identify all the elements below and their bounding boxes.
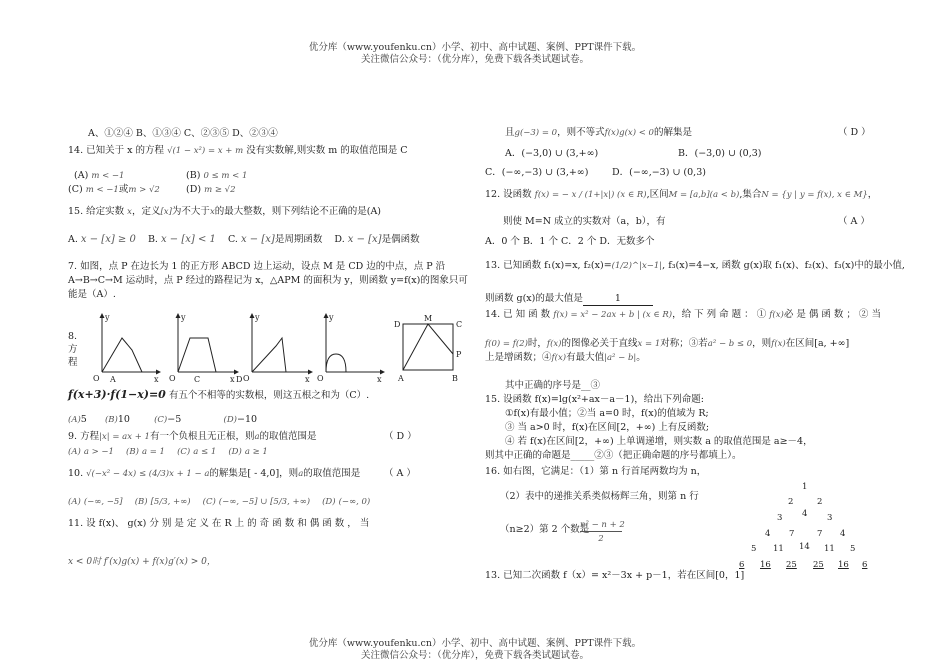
axis-y-label: y (255, 313, 260, 322)
graph-option-a (93, 313, 160, 384)
q14r-line-1: 14. 已 知 函 数 f(x) = x² − 2ax + b | (x ∈ R)，给 下 列 命 题 ： ① f(x)必 是 偶 函 数 ； ② 当 (485, 309, 881, 320)
tri-r5-c3: 14 (799, 542, 810, 552)
q11-option-a: A．(−3,0) ∪ (3,+∞) (505, 148, 599, 159)
q13a-line-1: 13. 已知函数 f₁(x)=x, f₂(x)=(1/2)^|x−1|, f₃(x)=4−x, 函数 g(x)取 f₁(x)、f₂(x)、f₃(x)中的最小值, (485, 260, 905, 271)
q12-options: A．0 个 B．1 个 C．2 个 D．无数多个 (485, 236, 655, 247)
tri-r2-c1: 2 (788, 497, 794, 507)
q10-options: (A) (−∞, −5] (B) [5/3, +∞) (C) (−∞, −5] ∪ [5/3, +∞) (D) (−∞, 0) (68, 497, 371, 507)
graph-option-d (317, 313, 384, 384)
graph-option-b (169, 313, 238, 384)
header-line-1: 优分库（www.youfenku.cn）小学、初中、高中试题、案例、PPT课件下载。 (308, 42, 642, 53)
q10-answer: （ A ） (384, 468, 416, 479)
tri-r1-c1: 1 (802, 482, 808, 492)
origin-label: O (243, 374, 250, 383)
axis-y-label: y (181, 313, 186, 322)
tri-r4-c3: 7 (817, 529, 823, 539)
tri-r4-c4: 4 (840, 529, 846, 539)
graph-d-letter: D (236, 375, 243, 384)
q11-line-2: x < 0时 f′(x)g(x) + f(x)g′(x) > 0， (68, 557, 216, 567)
q11-answer: （ D ） (838, 127, 871, 138)
origin-label: O (317, 374, 324, 383)
tri-r3-c1: 3 (777, 513, 783, 523)
q15r-line-2: ①f(x)有最小值；②当 a=0 时，f(x)的值域为 R; (505, 408, 709, 419)
q14-option-b: (B) 0 ≤ m < 1 (186, 170, 248, 181)
tri-r4-c2: 7 (789, 529, 795, 539)
tri-r5-c4: 11 (824, 544, 835, 554)
tri-r6-c5: 16 (838, 560, 849, 570)
graph-option-c (236, 313, 312, 384)
footer-line-2: 关注微信公众号：（优分库），免费下载各类试题试卷。 (360, 650, 589, 661)
q13a-line-2: 则函数 g(x)的最大值是 1 (485, 293, 653, 306)
vertex-c: C (456, 320, 463, 329)
graph-a-letter: A (110, 375, 116, 384)
q15r-line-4: ④ 若 f(x)在区间[2，+∞) 上单调递增，则实数 a 的取值范围是 a≥－4， (505, 436, 813, 447)
q16-line-1: 16. 如右图，它满足：（1）第 n 行首尾两数均为 n， (485, 466, 707, 477)
q15r-line-3: ③ 当 a>0 时，f(x)在区间[2，+∞) 上有反函数; (505, 422, 710, 433)
q14-option-a: (A) m < −1 (74, 170, 125, 181)
q16-fraction-denominator: 2 (598, 534, 604, 544)
origin-label: O (169, 374, 176, 383)
q15-options: A. x − [x] ≥ 0 B. x − [x] < 1 C. x − [x]是周期函数 D. x − [x]是偶函数 (68, 234, 420, 245)
q11-option-c: C．(−∞,−3) ∪ (3,+∞) (485, 167, 589, 178)
axis-y-label: y (329, 313, 334, 322)
q14r-line-2: f(0) = f(2)时，f(x)的图像必关于直线x = 1对称；③若a² − b ≤ 0，则f(x)在区间[a, +∞] (485, 338, 850, 349)
q8-number: 8. (68, 331, 78, 342)
tri-r6-c6: 6 (862, 560, 868, 570)
vertex-a: A (398, 374, 404, 383)
q9-options: (A) a > −1 (B) a = 1 (C) a ≤ 1 (D) a ≥ 1 (68, 447, 268, 457)
tri-r5-c1: 5 (751, 544, 757, 554)
q12-line-1: 12. 设函数 f(x) = − x / (1+|x|) (x ∈ R),区间M = [a,b](a < b),集合N = {y | y = f(x), x ∈ M}， (485, 189, 878, 200)
q14-text: 14. 已知关于 x 的方程 √(1 − x²) = x + m 没有实数解,则实数 m 的取值范围是 C (68, 145, 408, 156)
tri-r4-c1: 4 (765, 529, 771, 539)
q16-fraction-numerator: n² − n + 2 (580, 520, 625, 530)
q8-options: (A)5 (B)10 (C)−5 (D)−10 (68, 414, 258, 425)
q14-option-d: (D) m ≥ √2 (186, 184, 236, 195)
q16-line-3: （n≥2）第 2 个数是 (500, 524, 590, 535)
tri-r3-c2: 4 (802, 509, 808, 519)
tri-r6-c2: 16 (760, 560, 771, 570)
graph-c-letter: C (194, 375, 201, 384)
q8-word-2: 程 (68, 357, 78, 368)
q8-equation: f(x+3)·f(1−x)=0 (68, 388, 166, 401)
square-abcd-figure (394, 314, 462, 383)
vertex-d: D (394, 320, 401, 329)
tri-r3-c3: 3 (827, 513, 833, 523)
q15-text: 15. 给定实数 x，定义[x]为不大于x的最大整数，则下列结论不正确的是(A) (68, 206, 382, 217)
tri-r5-c2: 11 (773, 544, 784, 554)
q7-figures (90, 310, 470, 385)
q12-line-2: 则使 M=N 成立的实数对（a，b），有 (503, 216, 666, 227)
q11-option-d: D．(−∞,−3) ∪ (0,3) (612, 167, 706, 178)
q11-option-b: B．(−3,0) ∪ (0,3) (678, 148, 762, 159)
q8-word-1: 方 (68, 344, 78, 355)
vertex-b: B (452, 374, 458, 383)
q11-line-1: 11. 设 f(x)、 g(x) 分 别 是 定 义 在 R 上 的 奇 函 数 和 偶 函 数 ， 当 (68, 518, 370, 529)
prev-question-options: A、①②④ B、①③④ C、②③⑤ D、②③④ (88, 128, 278, 139)
q16-line-2: （2）表中的递推关系类似杨辉三角，则第 n 行 (500, 491, 699, 502)
q10-text: 10. √(−x² − 4x) ≤ (4/3)x + 1 − a的解集是[ - 4,0]，则a的取值范围是 (68, 468, 361, 479)
tri-r5-c5: 5 (850, 544, 856, 554)
q13a-answer-blank: 1 (583, 293, 653, 306)
axis-x-label: x (230, 375, 235, 384)
axis-x-label: x (154, 375, 159, 384)
q9-text: 9. 方程|x| = ax + 1有一个负根且无正根，则a的取值范围是 (68, 431, 317, 442)
tri-r6-c4: 25 (813, 560, 824, 570)
tri-r6-c1: 6 (739, 560, 745, 570)
axis-x-label: x (377, 375, 382, 384)
vertex-m: M (424, 314, 433, 323)
q15r-line-1: 15. 设函数 f(x)=lg(x²+ax－a－1)，给出下列命题: (485, 394, 704, 405)
q7-line-3: 能是（A）. (68, 289, 116, 300)
q7-line-2: A→B→C→M 运动时，点 P 经过的路程记为 x，△APM 的面积为 y，则函数 y=f(x)的图象只可 (68, 275, 468, 286)
q14-equation: √(1 − x²) = x + m (167, 146, 244, 156)
q15r-line-5: 则其中正确的命题是_____②③（把正确命题的序号都填上）。 (485, 450, 742, 461)
q8-text: f(x+3)·f(1−x)=0 有五个不相等的实数根，则这五根之和为（C）. (68, 388, 370, 401)
point-p: P (456, 350, 462, 359)
q9-answer: （ D ） (384, 431, 417, 442)
axis-y-label: y (105, 313, 110, 322)
origin-label: O (93, 374, 100, 383)
header-line-2: 关注微信公众号：（优分库），免费下载各类试题试卷。 (360, 54, 589, 65)
footer-line-1: 优分库（www.youfenku.cn）小学、初中、高中试题、案例、PPT课件下载。 (308, 638, 642, 649)
axis-x-label: x (305, 375, 310, 384)
q14r-line-3: 上是增函数；④f(x)有最大值|a² − b|。 (485, 352, 646, 363)
q11-continued: 且g(−3) = 0，则不等式f(x)g(x) < 0的解集是 (505, 127, 692, 138)
tri-r6-c3: 25 (786, 560, 797, 570)
q14-option-c: (C) m < −1或m > √2 (68, 184, 160, 195)
q12-answer: （ A ） (838, 216, 870, 227)
q7-line-1: 7. 如图，点 P 在边长为 1 的正方形 ABCD 边上运动，设点 M 是 CD 边的中点，点 P 沿 (68, 261, 446, 272)
q14r-line-4: 其中正确的序号是__③ (505, 380, 601, 391)
q13b-line: 13. 已知二次函数 f（x）= x²－3x + p－1，若在区间[0，1] (485, 570, 745, 581)
tri-r2-c2: 2 (817, 497, 823, 507)
